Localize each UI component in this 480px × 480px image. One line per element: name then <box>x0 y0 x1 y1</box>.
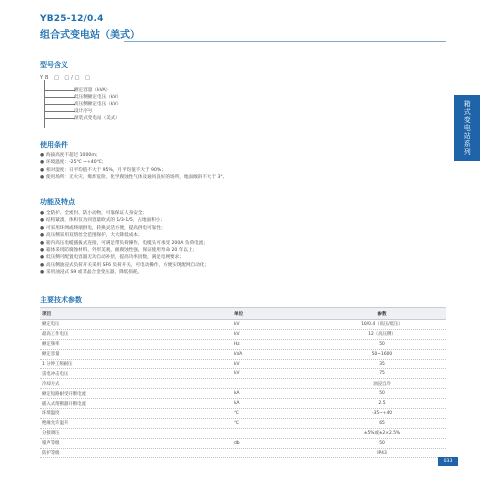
model-number: YB25-12/0.4 <box>40 14 104 24</box>
row-item: 环境温度 <box>42 411 60 417</box>
row-item: 冷却方式 <box>42 381 60 387</box>
table-row <box>40 360 446 370</box>
table-row <box>40 330 446 340</box>
table-header <box>40 307 446 320</box>
specs-table <box>40 307 446 458</box>
conditions-list <box>40 152 227 182</box>
row-item: 雷电冲击电压 <box>42 371 69 377</box>
row-unit: ℃ <box>234 410 239 416</box>
row-value: 50 <box>379 391 385 397</box>
row-item: 绝缘允许温升 <box>42 421 69 427</box>
row-unit: kV <box>234 321 240 327</box>
row-value: 50 <box>379 341 385 347</box>
list-item: ● 全防护、全密封、防小动物，可靠保证人身安全； <box>40 210 209 217</box>
table-row <box>40 389 446 399</box>
list-item: ● 高压侧油浸式负荷开关采用 SF6 负荷开关，可电动操作，方便实现配网自动化； <box>40 262 209 269</box>
row-item: 1 分钟工频耐压 <box>42 362 73 367</box>
code-legend-lines <box>44 80 75 128</box>
table-row <box>40 350 446 360</box>
list-item: ● 使用场所：无火灾、爆炸危险、化学腐蚀性气体及通风良好的场所，地面倾斜不大于 3°。 <box>40 174 227 181</box>
row-item: 防护等级 <box>42 451 60 457</box>
row-unit: kA <box>234 391 240 397</box>
column-header-unit: 单位 <box>234 311 244 317</box>
row-item: 额定频率 <box>42 342 60 348</box>
row-unit: db <box>234 440 240 446</box>
row-value: IP43 <box>377 450 387 456</box>
table-row <box>40 429 446 439</box>
list-item: ● 结构紧凑，体积仅为同容量欧式的 1/3-1/5，占地面积小； <box>40 217 209 224</box>
title-block <box>40 14 140 41</box>
series-side-tab: 箱式变电站系列 <box>454 95 480 161</box>
table-row <box>40 320 446 330</box>
legend-item: 设计序号 <box>74 109 93 115</box>
table-row <box>40 449 446 459</box>
row-unit: kA <box>234 401 240 407</box>
page-number: 033 <box>438 457 458 466</box>
list-item: ● 相对湿度：日平均值不大于 95%，月平均值不大于 90%； <box>40 167 227 174</box>
row-item: 最高工作电压 <box>42 332 69 338</box>
list-item: ● 高压侧采用双熔丝全范围保护，大大降低成本； <box>40 232 209 239</box>
list-item: ● 采用油浸式 S9 或非晶合金变压器，降低损耗。 <box>40 269 209 276</box>
row-value: 12（高压侧） <box>368 332 396 338</box>
model-meaning-heading: 型号含义 <box>40 61 68 69</box>
row-value: -35~+40 <box>371 410 393 416</box>
column-header-item: 项目 <box>42 311 52 317</box>
row-item: 分接调压 <box>42 431 60 437</box>
conditions-heading: 使用条件 <box>40 141 68 149</box>
legend-item: 高压侧额定电压（kV） <box>74 102 122 108</box>
table-row <box>40 439 446 449</box>
product-title: 组合式变电站（美式） <box>40 30 140 41</box>
row-item: 额定短路耐受开断电流 <box>42 391 86 397</box>
row-value: 油浸自冷 <box>373 381 391 387</box>
list-item: ● 海拔高度不超过 1000m； <box>40 152 227 159</box>
row-value: 50~1600 <box>371 351 393 357</box>
row-item: 额定电压 <box>42 322 60 328</box>
features-heading: 功能及特点 <box>40 198 75 206</box>
list-item: ● 可采用环网或终端供电，转换灵活方便，提高供电可靠性； <box>40 225 209 232</box>
row-unit: Hz <box>234 341 240 347</box>
legend-item: 预装式变电站（美式） <box>74 116 120 122</box>
table-row <box>40 379 446 389</box>
table-row <box>40 369 446 379</box>
features-list <box>40 210 209 277</box>
list-item: ● 箱内高压电缆插拔式连接，可满足带负荷操作，电缆头可承受 200A 负荷电流； <box>40 240 209 247</box>
row-unit: kV <box>234 331 240 337</box>
list-item: ● 环境温度：-25℃ ~+40℃； <box>40 159 227 166</box>
code-legend <box>74 87 121 122</box>
legend-item: 额定容量（kVA） <box>74 88 111 93</box>
table-row <box>40 409 446 419</box>
row-unit: kVA <box>234 351 243 357</box>
title-divider <box>124 41 446 42</box>
table-row <box>40 399 446 409</box>
row-value: 50 <box>379 440 385 446</box>
list-item: ● 箱体采用防腐蚀材料，外形美观，耐腐蚀性强，保证使用寿命 20 年以上； <box>40 247 209 254</box>
row-item: 额定容量 <box>42 352 60 358</box>
legend-item: 低压侧额定电压（kV） <box>74 95 122 101</box>
row-unit: kV <box>234 361 240 367</box>
table-row <box>40 340 446 350</box>
row-value: 2.5 <box>378 401 386 407</box>
table-row <box>40 419 446 429</box>
specs-heading: 主要技术参数 <box>40 296 82 304</box>
row-value: 75 <box>379 371 385 377</box>
row-unit: ℃ <box>234 420 239 426</box>
column-header-value: 参数 <box>377 311 387 317</box>
row-unit: kV <box>234 371 240 377</box>
row-item: 插入式熔断器开断电流 <box>42 401 86 407</box>
list-item: ● 低压侧可配置电容器无功自动补偿，提高功率因数，满足电网要求； <box>40 254 209 261</box>
row-item: 噪声等级 <box>42 441 60 447</box>
model-code-pattern: YB □ □/□ □ <box>40 75 92 81</box>
row-value: 65 <box>379 420 385 426</box>
row-value: ±5%或±2×2.5% <box>363 431 401 437</box>
row-value: 35 <box>379 361 385 367</box>
row-value: 10/0.4（高压/低压） <box>361 322 403 328</box>
